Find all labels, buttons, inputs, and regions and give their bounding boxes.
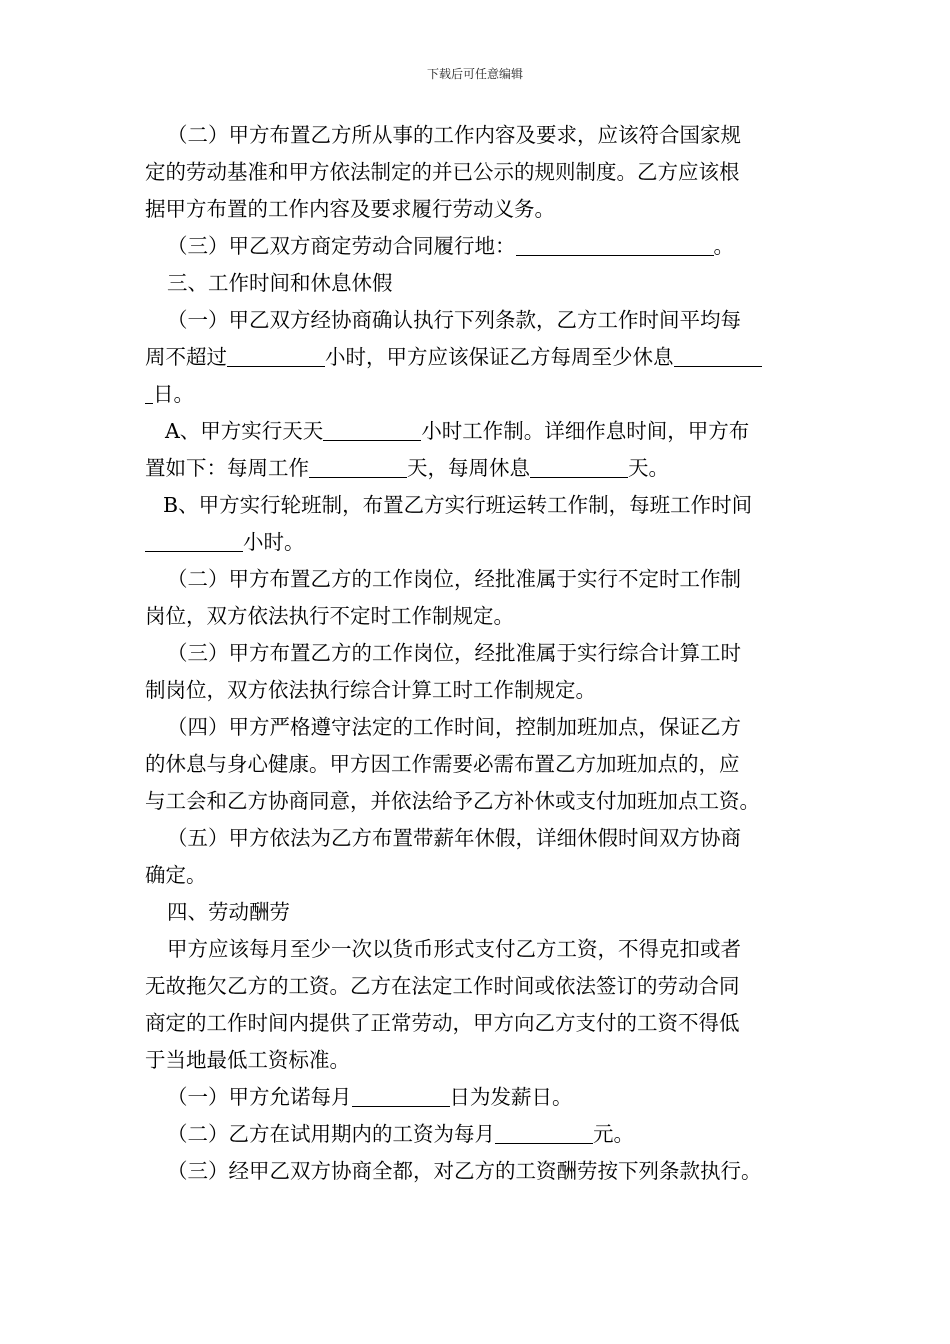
text-line (145, 672, 805, 709)
text-line (145, 598, 805, 635)
fill-in-blank (352, 1106, 450, 1107)
line-text: 甲方应该每月至少一次以货币形式支付乙方工资，不得克扣或者 (167, 937, 741, 961)
text-line (145, 709, 805, 746)
line-text: 日。 (153, 382, 194, 406)
text-line (145, 265, 805, 302)
contract-body (145, 117, 805, 1190)
line-text: 与工会和乙方协商同意，并依法给予乙方补休或支付加班加点工资。 (145, 789, 760, 813)
text-line (145, 487, 805, 524)
line-text: 四、劳动酬劳 (167, 900, 290, 924)
line-text: （二）乙方在试用期内的工资为每月 (167, 1122, 495, 1146)
line-text: 定的劳动基准和甲方依法制定的并已公示的规则制度。乙方应该根 (145, 160, 740, 184)
line-text: 小时。 (243, 530, 305, 554)
line-text: （一）甲方允诺每月 (167, 1085, 352, 1109)
line-text: （一）甲乙双方经协商确认执行下列条款，乙方工作时间平均每 (167, 308, 741, 332)
line-text: 商定的工作时间内提供了正常劳动，甲方向乙方支付的工资不得低 (145, 1011, 740, 1035)
line-text: 小时，甲方应该保证乙方每周至少休息 (325, 345, 674, 369)
line-text: （五）甲方依法为乙方布置带薪年休假，详细休假时间双方协商 (167, 826, 741, 850)
fill-in-blank (227, 366, 325, 367)
fill-in-blank (323, 440, 421, 441)
text-line (145, 117, 805, 154)
line-text: 天。 (628, 456, 669, 480)
line-text: 据甲方布置的工作内容及要求履行劳动义务。 (145, 197, 555, 221)
text-line (145, 820, 805, 857)
text-line (145, 1079, 805, 1116)
text-line (145, 857, 805, 894)
text-line (145, 931, 805, 968)
text-line (145, 228, 805, 265)
text-line (145, 783, 805, 820)
text-line (145, 1116, 805, 1153)
line-text: 元。 (593, 1122, 634, 1146)
fill-in-blank (145, 551, 243, 552)
text-line (145, 450, 805, 487)
line-text: 日为发薪日。 (449, 1085, 573, 1109)
line-text: 制岗位，双方依法执行综合计算工时工作制规定。 (145, 678, 596, 702)
line-text: （三）甲方布置乙方的工作岗位，经批准属于实行综合计算工时 (167, 641, 741, 665)
text-line (145, 635, 805, 672)
line-text: 三、工作时间和休息休假 (167, 271, 393, 295)
text-line (145, 1005, 805, 1042)
text-line (145, 524, 805, 561)
line-text: 确定。 (145, 863, 207, 887)
text-line (145, 339, 805, 376)
text-line (145, 1153, 805, 1190)
text-line (145, 191, 805, 228)
text-line (145, 376, 805, 413)
line-text: （三）甲乙双方商定劳动合同履行地： (167, 234, 516, 258)
line-text: 岗位，双方依法执行不定时工作制规定。 (145, 604, 514, 628)
line-text: 周不超过 (145, 345, 227, 369)
fill-in-blank (674, 366, 762, 367)
line-text: 。 (713, 234, 734, 258)
text-line (145, 561, 805, 598)
text-line (145, 302, 805, 339)
text-line (145, 968, 805, 1005)
fill-in-blank (495, 1143, 593, 1144)
line-text: 天，每周休息 (407, 456, 530, 480)
page-header: 下载后可任意编辑 (426, 67, 523, 81)
fill-in-blank (145, 403, 153, 404)
line-text: 于当地最低工资标准。 (145, 1048, 350, 1072)
line-text: 小时工作制。详细作息时间，甲方布 (421, 419, 750, 443)
line-text: A、甲方实行天天 (165, 419, 324, 443)
text-line (145, 746, 805, 783)
fill-in-blank (530, 477, 628, 478)
line-text: （三）经甲乙双方协商全都，对乙方的工资酬劳按下列条款执行。 (167, 1159, 762, 1183)
line-text: （四）甲方严格遵守法定的工作时间，控制加班加点，保证乙方 (167, 715, 741, 739)
line-text: B、甲方实行轮班制，布置乙方实行班运转工作制，每班工作时间 (163, 493, 753, 517)
line-text: 无故拖欠乙方的工资。乙方在法定工作时间或依法签订的劳动合同 (145, 974, 740, 998)
fill-in-blank (309, 477, 407, 478)
line-text: （二）甲方布置乙方的工作岗位，经批准属于实行不定时工作制 (167, 567, 741, 591)
line-text: 的休息与身心健康。甲方因工作需要必需布置乙方加班加点的，应 (145, 752, 740, 776)
fill-in-blank (516, 255, 714, 256)
line-text: （二）甲方布置乙方所从事的工作内容及要求，应该符合国家规 (167, 123, 741, 147)
text-line (145, 894, 805, 931)
text-line (145, 413, 805, 450)
text-line (145, 154, 805, 191)
text-line (145, 1042, 805, 1079)
line-text: 置如下：每周工作 (145, 456, 309, 480)
